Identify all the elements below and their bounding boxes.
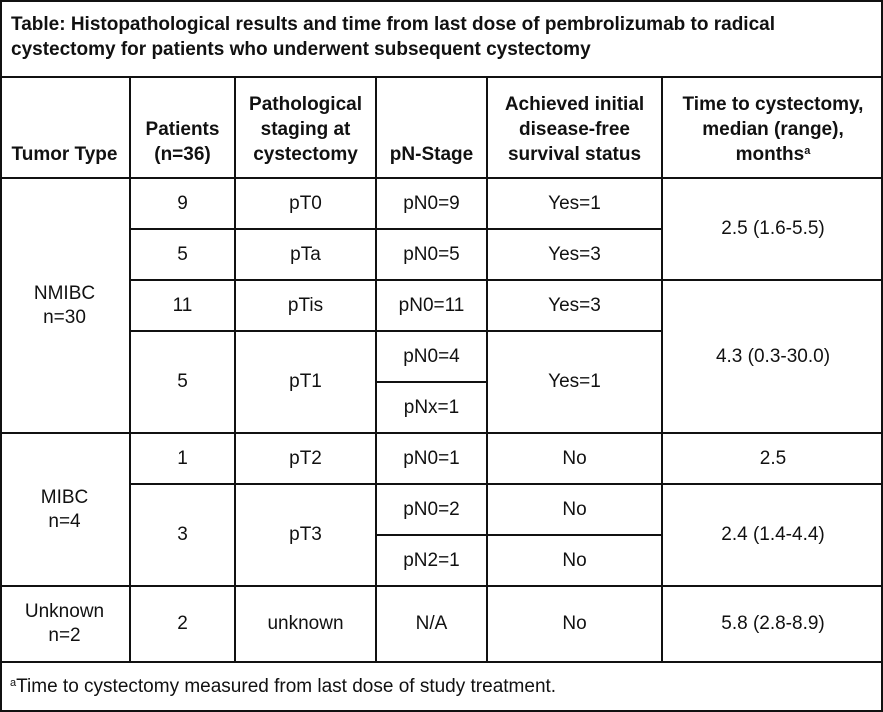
dfs-cell: No [487, 535, 662, 586]
pn-stage-cell: pN0=11 [376, 280, 487, 331]
stage-cell: pTis [235, 280, 376, 331]
header-dfs-status: Achieved initial disease-free survival status [487, 77, 662, 178]
table-row [0, 178, 883, 229]
table-row [0, 586, 883, 662]
patients-cell: 3 [130, 484, 235, 586]
table-row [0, 280, 883, 331]
stage-cell: pT3 [235, 484, 376, 586]
footnote [0, 660, 883, 712]
time-cell: 5.8 (2.8-8.9) [662, 586, 883, 662]
pn-stage-cell: pN0=9 [376, 178, 487, 229]
header-pathological-staging: Pathological staging at cystectomy [235, 77, 376, 178]
table-title: Table: Histopathological results and time from last dose of pembrolizumab to radical cystectomy for patients who underwent subsequent cystectomy [11, 14, 775, 60]
group-nmibc-count: n=30 [43, 306, 86, 328]
group-nmibc-name: NMIBC [33, 282, 96, 304]
header-time-footnote-marker: a [804, 145, 811, 157]
patients-cell: 5 [130, 229, 235, 280]
group-nmibc-cell [0, 178, 130, 433]
group-unknown-name: Unknown [24, 601, 105, 622]
time-cell: 2.5 [662, 433, 883, 484]
time-cell: 2.4 (1.4-4.4) [662, 484, 883, 586]
header-patients: Patients (n=36) [130, 77, 235, 178]
header-time-text: Time to cystectomy, median (range), months [682, 94, 864, 165]
pn-stage-cell: pNx=1 [376, 382, 487, 433]
stage-cell: pTa [235, 229, 376, 280]
group-mibc-cell [0, 433, 130, 586]
group-unknown-cell [0, 586, 130, 662]
group-mibc-name: MIBC [40, 486, 89, 508]
time-cell: 4.3 (0.3-30.0) [662, 280, 883, 433]
dfs-cell: No [487, 433, 662, 484]
table-row [0, 433, 883, 484]
pn-stage-cell: pN0=4 [376, 331, 487, 382]
patients-cell: 11 [130, 280, 235, 331]
header-row [0, 77, 883, 178]
dfs-cell: No [487, 484, 662, 535]
patients-cell: 1 [130, 433, 235, 484]
group-unknown-count: n=2 [48, 625, 81, 646]
footnote-text: Time to cystectomy measured from last dose of study treatment. [16, 676, 557, 697]
pn-stage-cell: pN2=1 [376, 535, 487, 586]
header-time-to-cystectomy [662, 77, 883, 178]
header-pn-stage: pN-Stage [376, 77, 487, 178]
pn-stage-cell: N/A [376, 586, 487, 662]
patients-cell: 2 [130, 586, 235, 662]
footnote-marker: a [10, 677, 17, 689]
dfs-cell: No [487, 586, 662, 662]
header-tumor-type: Tumor Type [0, 77, 130, 178]
dfs-cell: Yes=1 [487, 178, 662, 229]
pn-stage-cell: pN0=1 [376, 433, 487, 484]
dfs-cell: Yes=3 [487, 229, 662, 280]
time-cell: 2.5 (1.6-5.5) [662, 178, 883, 280]
dfs-cell: Yes=1 [487, 331, 662, 433]
table-row [0, 484, 883, 535]
dfs-cell: Yes=3 [487, 280, 662, 331]
stage-cell: pT2 [235, 433, 376, 484]
stage-cell: unknown [235, 586, 376, 662]
patients-cell: 5 [130, 331, 235, 433]
pn-stage-cell: pN0=2 [376, 484, 487, 535]
patients-cell: 9 [130, 178, 235, 229]
group-mibc-count: n=4 [48, 510, 81, 532]
histopathology-table [0, 76, 883, 663]
stage-cell: pT0 [235, 178, 376, 229]
stage-cell: pT1 [235, 331, 376, 433]
pn-stage-cell: pN0=5 [376, 229, 487, 280]
